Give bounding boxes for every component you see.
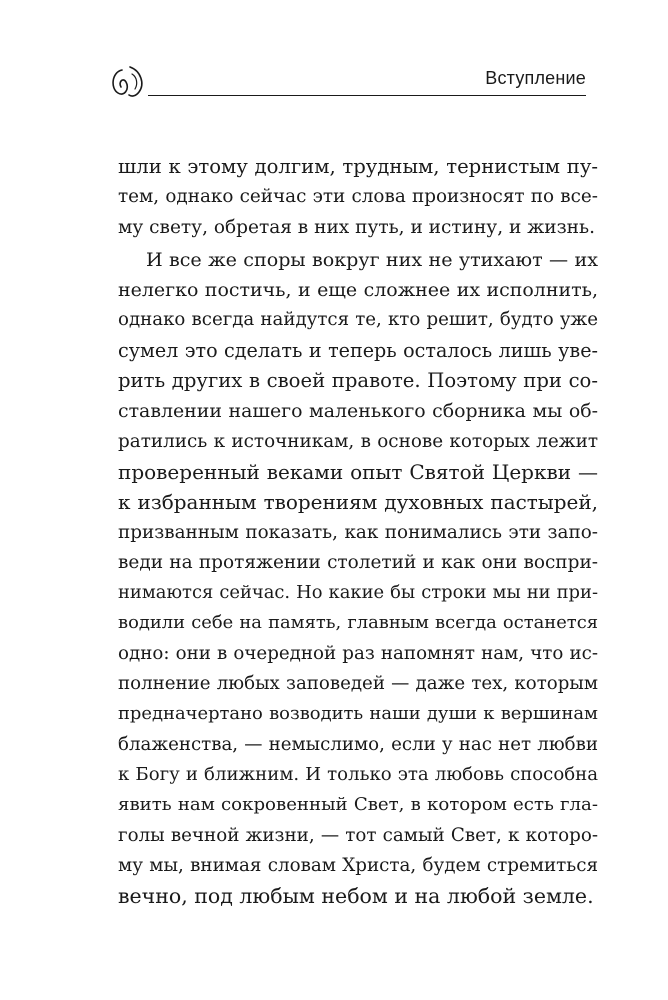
text-line: рить других в своей правоте. Поэтому при со- <box>118 369 598 393</box>
text-line: полнение любых заповедей — даже тех, которым <box>118 673 598 695</box>
text-line: одно: они в очередной раз напомнят нам, что ис- <box>118 642 598 664</box>
text-line: шли к этому долгим, трудным, тернистым пу- <box>118 155 598 178</box>
text-line: к избранным творениям духовных пастырей, <box>118 490 598 515</box>
body-text <box>118 152 598 911</box>
paragraph <box>118 245 598 912</box>
text-line: му свету, обретая в них путь, и истину, и жизнь. <box>118 216 595 238</box>
running-head-title: Вступление <box>485 68 586 88</box>
text-line: предначертано возводить наши души к вершинам <box>118 703 598 725</box>
text-line: му мы, внимая словам Христа, будем стремиться <box>118 854 598 876</box>
text-line: голы вечной жизни, — тот самый Свет, к которо- <box>118 824 598 846</box>
flourish-ornament-icon <box>108 62 152 102</box>
text-line: сумел это сделать и теперь осталось лишь уве- <box>118 338 598 362</box>
text-line: И все же споры вокруг них не утихают — их <box>146 247 598 271</box>
text-line: однако всегда найдутся те, кто решит, будто уже <box>118 309 598 331</box>
text-line: проверенный веками опыт Святой Церкви — <box>118 459 598 484</box>
text-line: тем, однако сейчас эти слова произносят по все- <box>118 186 598 208</box>
text-line: ставлении нашего маленького сборника мы об- <box>118 400 598 423</box>
text-line: явить нам сокровенный Свет, в котором есть гла- <box>118 794 598 816</box>
header-rule <box>148 95 586 96</box>
text-line: водили себе на память, главным всегда останется <box>118 612 598 634</box>
text-line: к Богу и ближним. И только эта любовь способна <box>118 763 598 785</box>
text-line: вечно, под любым небом и на любой земле. <box>118 884 594 909</box>
paragraph <box>118 152 598 243</box>
page-header <box>108 62 586 102</box>
text-line: блаженства, — немыслимо, если у нас нет любви <box>118 733 598 755</box>
text-line: нимаются сейчас. Но какие бы строки мы ни при- <box>118 582 598 604</box>
text-line: ратились к источникам, в основе которых лежит <box>118 430 598 452</box>
text-line: веди на протяжении столетий и как они воспри- <box>118 551 598 573</box>
text-line: нелегко постичь, и еще сложнее их исполнить, <box>118 279 598 302</box>
text-line: призванным показать, как понимались эти запо- <box>118 521 598 543</box>
